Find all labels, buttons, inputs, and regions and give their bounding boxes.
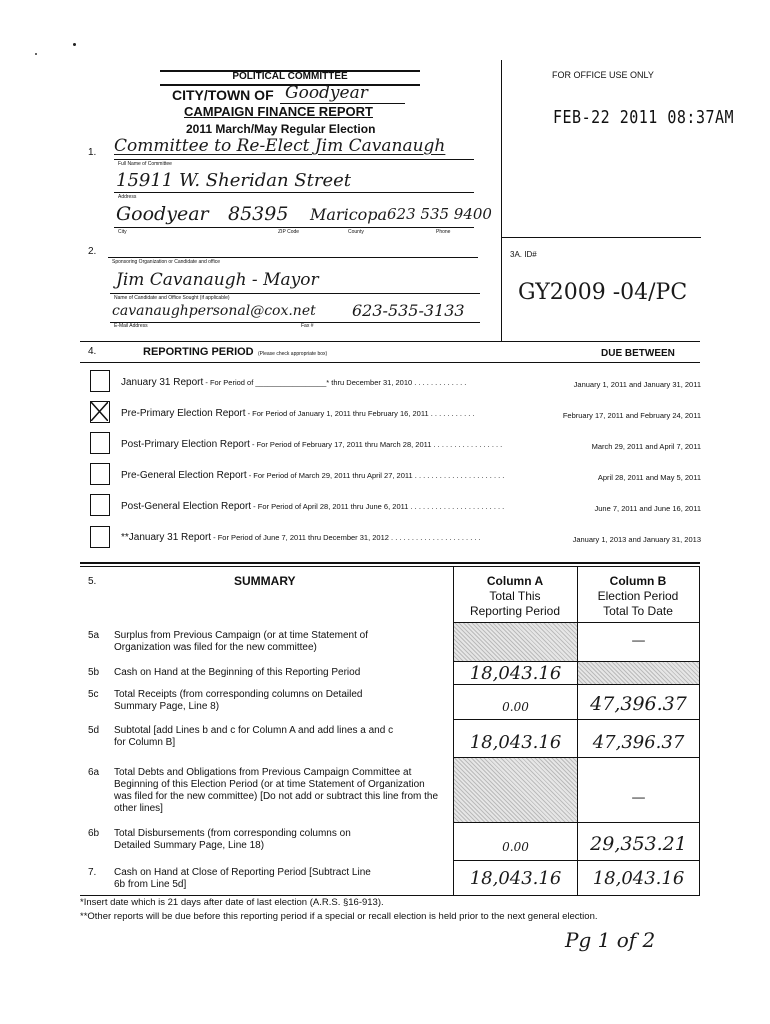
report-checkbox-pre-general[interactable] [90,463,110,485]
report-period: - For Period of _________________* thru December 31, 2010 [203,378,413,387]
shaded-cell [454,623,577,661]
column-a-value: 18,043.16 [469,732,562,753]
shaded-cell [454,757,577,822]
county-value: Maricopa [310,205,388,224]
checked-x-icon [91,402,108,421]
address-label: Address [118,194,137,200]
city-label: City [118,229,127,235]
row-description: Subtotal [add Lines b and c for Column A and add lines a and c for Column B] [114,725,394,748]
city-town-label: CITY/TOWN OF [172,87,274,103]
report-dots: . . . . . . . . . . . . . . . . . [431,440,503,449]
column-a-subtitle: Total This [489,589,541,603]
column-b-value: 18,043.16 [592,868,685,889]
sponsor-label: Sponsoring Organization or Candidate and office [112,259,221,265]
zip-value: 85395 [228,203,289,225]
row-description: Surplus from Previous Campaign (or at time Statement of Organization was filed for the new committee) [114,630,368,653]
column-b-value: 47,396.37 [590,693,687,715]
footnote-other-reports: **Other reports will be due before this reporting period if a special or recall election is held prior to the next general election. [80,911,598,922]
column-b-value: — [631,633,646,649]
row-number: 7. [88,867,97,878]
address-value: 15911 W. Sheridan Street [116,170,351,191]
city-value: Goodyear [116,203,209,225]
report-checkbox-pre-primary[interactable] [90,401,110,423]
report-dots: . . . . . . . . . . . . . . . . . . . . . . . [408,502,505,511]
summary-number: 5. [88,576,97,587]
column-b-value: — [631,790,646,806]
candidate-value: Jim Cavanaugh - Mayor [116,270,319,290]
report-title: CAMPAIGN FINANCE REPORT [184,104,373,119]
committee-name: Committee to Re-Elect Jim Cavanaugh [114,136,446,156]
id-label: 3A. ID# [510,250,537,259]
column-a-value: 0.00 [502,700,529,714]
row-description: Total Receipts (from corresponding columns on Detailed Summary Page, Line 8) [114,689,363,712]
scan-speck [35,53,37,55]
email-value: cavanaughpersonal@cox.net [112,303,316,319]
due-between-label: DUE BETWEEN [601,348,675,359]
report-due: January 1, 2011 and January 31, 2011 [573,380,701,389]
fax-label: Fax # [301,323,314,329]
report-checkbox-post-general[interactable] [90,494,110,516]
row-description: Total Disbursements (from corresponding columns on Detailed Summary Page, Line 18) [114,828,351,851]
fax-value: 623-535-3133 [352,301,465,320]
reporting-period-title: REPORTING PERIOD [143,346,254,358]
report-due: March 29, 2011 and April 7, 2011 [591,442,701,451]
row-number: 5b [88,667,100,678]
row-number: 5c [88,689,99,700]
report-due: April 28, 2011 and May 5, 2011 [597,473,701,482]
row-number: 6a [88,767,100,778]
page-marker: Pg 1 of 2 [565,928,656,952]
column-a-title: Column A [486,574,544,588]
city-town-value: Goodyear [285,83,368,103]
column-b-value: 47,396.37 [592,732,685,753]
report-name: Pre-General Election Report [121,470,247,481]
election-title: 2011 March/May Regular Election [186,122,376,136]
scan-speck [73,43,76,46]
column-a-value: 0.00 [502,840,529,854]
candidate-label: Name of Candidate and Office Sought (if applicable) [114,295,230,301]
report-due: February 17, 2011 and February 24, 2011 [562,411,701,420]
column-a-value: 18,043.16 [469,868,562,889]
report-dots: . . . . . . . . . . . . . [412,378,467,387]
report-period: - For Period of April 28, 2011 thru June 6, 2011 [251,502,409,511]
email-label: E-Mail Address [114,323,148,329]
row-number: 6b [88,828,100,839]
report-checkbox-jan31-2013[interactable] [90,526,110,548]
office-use-label: FOR OFFICE USE ONLY [552,70,654,80]
report-period: - For Period of March 29, 2011 thru April 27, 2011 [246,471,413,480]
committee-type: POLITICAL COMMITTEE [232,71,348,82]
column-a-subtitle: Reporting Period [469,604,561,618]
section4-number: 4. [88,346,97,357]
column-b-subtitle: Election Period [597,589,679,603]
county-label: County [348,229,364,235]
column-b-header [577,574,699,619]
row-description: Cash on Hand at Close of Reporting Period [Subtract Line 6b from Line 5d] [114,867,371,890]
received-stamp: FEB-22 2011 08:37AM [553,106,735,128]
report-name: Post-General Election Report [121,501,252,512]
report-due: January 1, 2013 and January 31, 2013 [572,535,701,544]
report-period: - For Period of January 1, 2011 thru February 16, 2011 [245,409,429,418]
row-number: 5a [88,630,100,641]
id-value: GY2009 -04/PC [518,280,688,305]
report-name: Post-Primary Election Report [121,439,250,450]
report-name: Pre-Primary Election Report [121,408,246,419]
report-checkbox-jan31[interactable] [90,370,110,392]
report-name: January 31 Report [121,377,204,388]
row-number: 5d [88,725,100,736]
column-b-subtitle: Total To Date [603,604,673,618]
footnote-insert-date: *Insert date which is 21 days after date of last election (A.R.S. §16-913). [80,897,384,908]
row-description: Total Debts and Obligations from Previous Campaign Committee at Beginning of this Election Period (or at time Statement of Organization was filed for the new committee) [Do not add or subtract this line from the other lines] [114,767,439,814]
report-due: June 7, 2011 and June 16, 2011 [594,504,701,513]
zip-label: ZIP Code [278,229,300,235]
row-description: Cash on Hand at the Beginning of this Reporting Period [114,667,361,678]
phone-value: 623 535 9400 [387,205,492,223]
summary-title: SUMMARY [234,574,296,588]
report-period: - For Period of June 7, 2011 thru December 31, 2012 [211,533,389,542]
section2-number: 2. [88,246,97,257]
reporting-period-note: (Please check appropriate box) [258,351,328,357]
column-b-title: Column B [609,574,667,588]
report-name: **January 31 Report [121,532,212,543]
phone-label: Phone [436,229,451,235]
report-dots: . . . . . . . . . . . [428,409,475,418]
shaded-cell [578,662,699,684]
column-a-header [453,574,577,619]
report-period: - For Period of February 17, 2011 thru March 28, 2011 [249,440,432,449]
section1-number: 1. [88,147,97,158]
report-dots: . . . . . . . . . . . . . . . . . . . . . . [412,471,505,480]
column-a-value: 18,043.16 [469,663,562,684]
report-dots: . . . . . . . . . . . . . . . . . . . . . . [388,533,481,542]
report-checkbox-post-primary[interactable] [90,432,110,454]
committee-name-label: Full Name of Committee [118,161,172,167]
column-b-value: 29,353.21 [590,833,687,855]
